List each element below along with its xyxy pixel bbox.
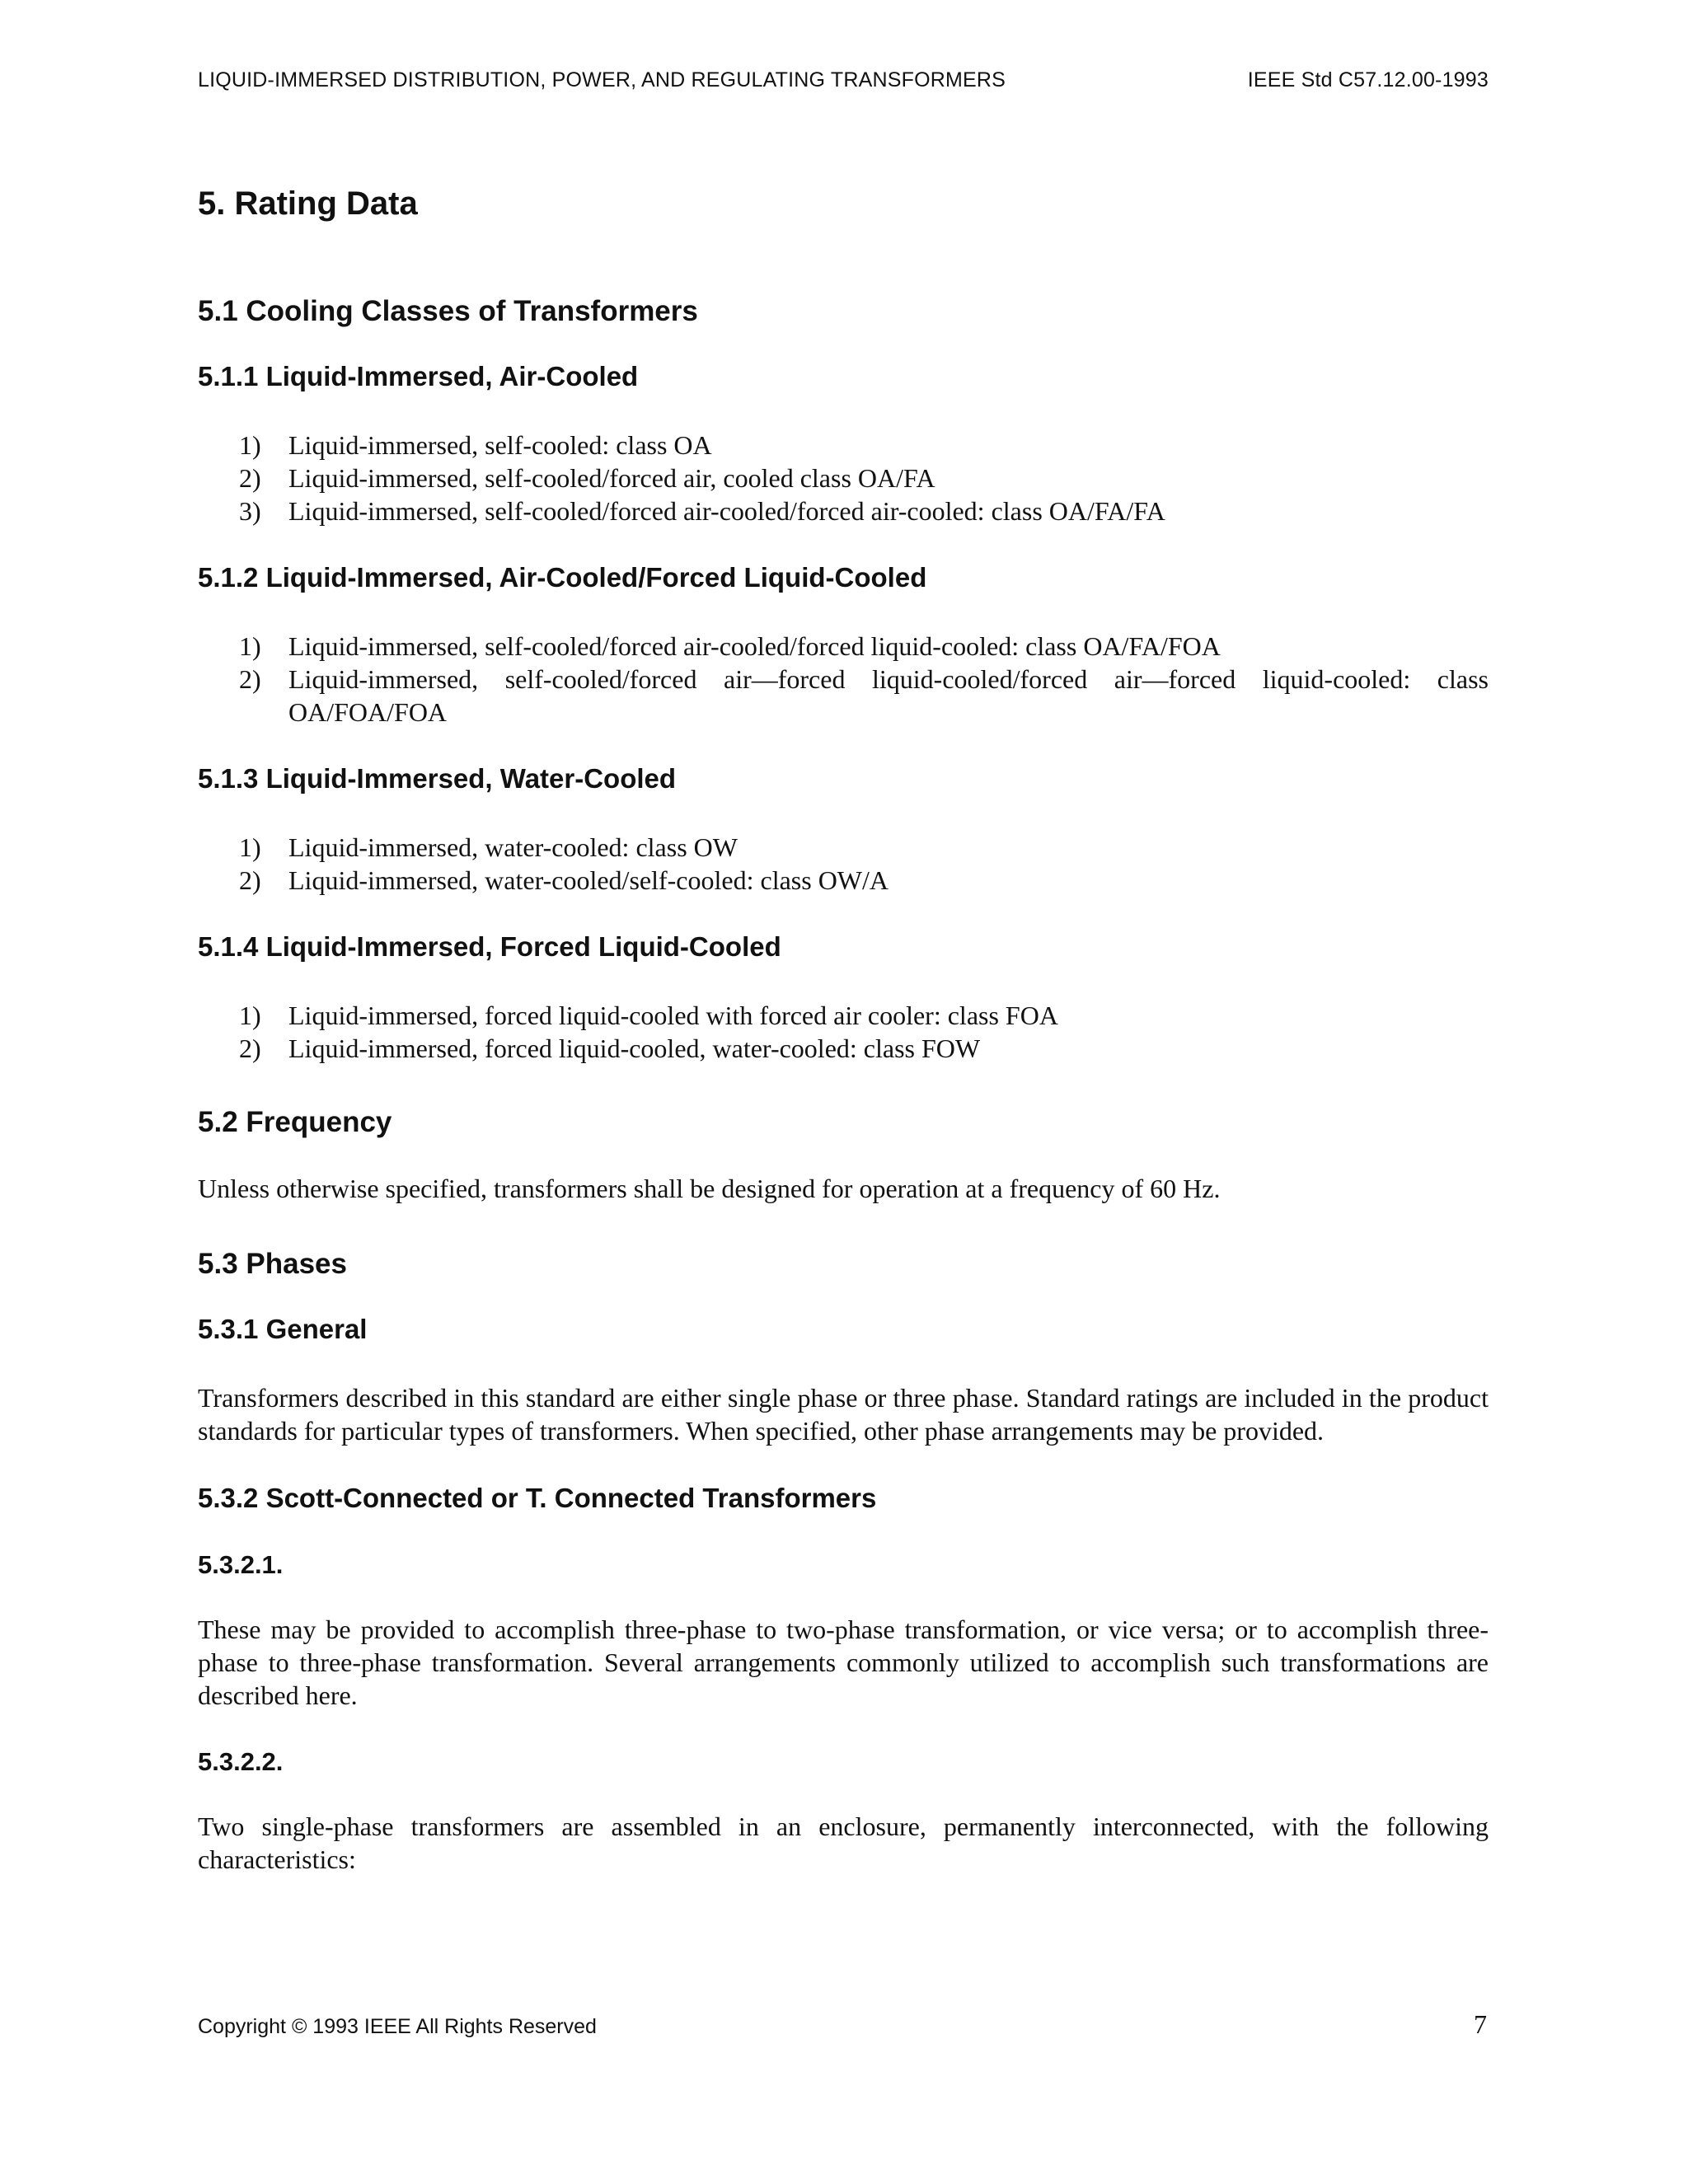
list-item (198, 494, 1489, 527)
list-5-1-2 (198, 630, 1489, 729)
list-item-text-block (288, 663, 1489, 729)
list-item (198, 429, 1489, 462)
section-5-3-2-heading: 5.3.2 Scott-Connected or T. Connected Transformers (198, 1483, 877, 1513)
list-item-text: Liquid-immersed, forced liquid-cooled, water-cooled: class FOW (288, 1033, 981, 1063)
list-item (198, 663, 1489, 729)
page-footer (198, 2009, 1489, 2040)
list-item (198, 864, 1489, 897)
list-item-number: 1) (239, 430, 261, 460)
section-5-3-2-1-body: These may be provided to accomplish three-phase to two-phase transformation, or vice versa; or to accomplish three-phase to three-phase transformation. Several arrangements commonly utilized to accomplish such transformations are described here. (198, 1615, 1489, 1710)
section-5-heading: 5. Rating Data (198, 185, 418, 222)
list-item-text: Liquid-immersed, self-cooled/forced air, cooled class OA/FA (288, 463, 935, 493)
running-header-standard: IEEE Std C57.12.00-1993 (1247, 68, 1489, 91)
copyright-notice: Copyright © 1993 IEEE All Rights Reserved (198, 2015, 597, 2038)
list-5-1-3 (198, 831, 1489, 897)
list-item-text: Liquid-immersed, self-cooled/forced air-cooled/forced air-cooled: class OA/FA/FA (288, 496, 1165, 526)
running-header-title: LIQUID-IMMERSED DISTRIBUTION, POWER, AND REGULATING TRANSFORMERS (198, 68, 1006, 91)
list-5-1-4 (198, 999, 1489, 1065)
section-5-3-2-1-heading: 5.3.2.1. (198, 1550, 284, 1579)
list-item-text-continuation: OA/FOA/FOA (288, 697, 448, 727)
list-item-text: Liquid-immersed, self-cooled/forced air—forced liquid-cooled/forced air—forced liquid-cooled: class (288, 664, 1489, 694)
list-item-number: 2) (239, 664, 261, 694)
list-item-number: 2) (239, 1033, 261, 1063)
page-number: 7 (1474, 2009, 1487, 2039)
list-item-text: Liquid-immersed, water-cooled: class OW (288, 832, 738, 862)
list-item-number: 1) (239, 631, 261, 661)
page-content (198, 185, 1489, 1911)
list-item (198, 1032, 1489, 1065)
list-5-1-1 (198, 429, 1489, 527)
section-5-1-4-heading: 5.1.4 Liquid-Immersed, Forced Liquid-Cooled (198, 931, 781, 962)
list-item-text: Liquid-immersed, self-cooled: class OA (288, 430, 712, 460)
section-5-3-1-heading: 5.3.1 General (198, 1314, 368, 1344)
list-item-text: Liquid-immersed, water-cooled/self-cooled: class OW/A (288, 865, 889, 895)
section-5-1-3-heading: 5.1.3 Liquid-Immersed, Water-Cooled (198, 763, 677, 794)
list-item-number: 2) (239, 463, 261, 493)
list-item (198, 831, 1489, 864)
section-5-1-1-heading: 5.1.1 Liquid-Immersed, Air-Cooled (198, 361, 639, 391)
list-item-text: Liquid-immersed, forced liquid-cooled with forced air cooler: class FOA (288, 1001, 1058, 1030)
list-item-number: 1) (239, 1001, 261, 1030)
section-5-1-heading: 5.1 Cooling Classes of Transformers (198, 295, 698, 327)
list-item-number: 1) (239, 832, 261, 862)
section-5-3-2-2-body: Two single-phase transformers are assembled in an enclosure, permanently interconnected, with the following characteristics: (198, 1811, 1489, 1874)
section-5-2-heading: 5.2 Frequency (198, 1106, 392, 1138)
section-5-3-1-body: Transformers described in this standard are either single phase or three phase. Standard ratings are included in the product standards for particular types of transformers. When specified, other phase arrangements may be provided. (198, 1383, 1489, 1446)
section-5-2-body: Unless otherwise specified, transformers shall be designed for operation at a frequency of 60 Hz. (198, 1174, 1221, 1203)
list-item (198, 462, 1489, 494)
list-item (198, 630, 1489, 663)
section-5-1-2-heading: 5.1.2 Liquid-Immersed, Air-Cooled/Forced Liquid-Cooled (198, 562, 927, 593)
list-item-number: 3) (239, 496, 261, 526)
section-5-3-heading: 5.3 Phases (198, 1248, 347, 1280)
running-header (198, 68, 1489, 92)
list-item-number: 2) (239, 865, 261, 895)
section-5-3-2-2-heading: 5.3.2.2. (198, 1747, 284, 1776)
list-item (198, 999, 1489, 1032)
list-item-text: Liquid-immersed, self-cooled/forced air-cooled/forced liquid-cooled: class OA/FA/FOA (288, 631, 1221, 661)
